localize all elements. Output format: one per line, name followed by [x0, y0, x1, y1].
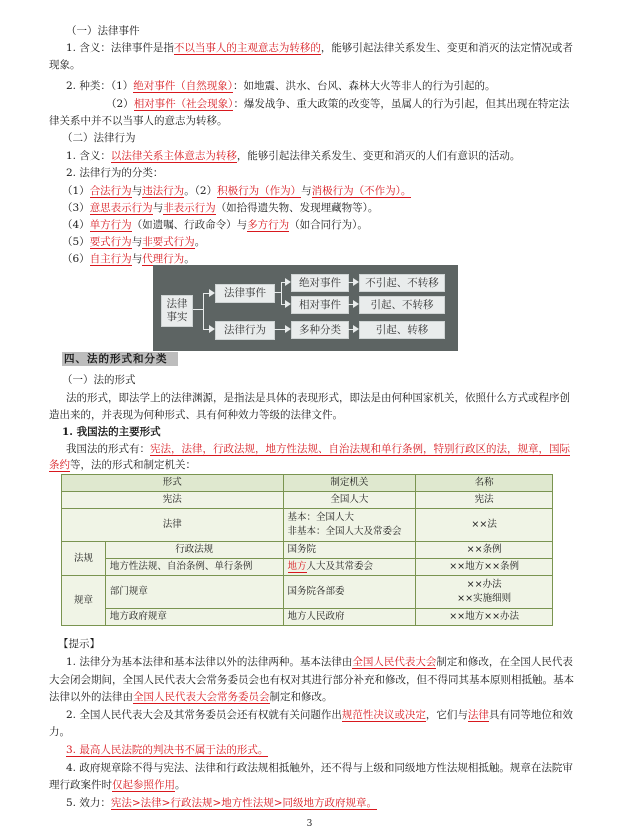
table-header-cell: 制定机关: [283, 475, 416, 492]
table-cell: 法规: [62, 542, 106, 576]
diagram-connector: [193, 309, 203, 310]
tip-2-cont: 力。: [49, 726, 70, 738]
diagram-node-absolute-event: 绝对事件: [291, 274, 349, 292]
tip-4: 4. 政府规章除不得与宪法、法律和行政法规相抵触外，还不得与上级和同级地方性法规相抵触。规章在法院审: [66, 762, 573, 774]
tip-4-cont: 理行政案件时仅起参照作用。: [49, 779, 186, 791]
table-row: [62, 509, 553, 542]
paragraph-forms-list: 我国法的形式有：宪法，法律，行政法规，地方性法规、自治法规和单行条例，特别行政区的法，规章，国际: [66, 443, 570, 455]
diagram-result-multiple: 引起、转移: [359, 321, 445, 339]
paragraph-law-forms-cont: 造出来的，并表现为何种形式、具有何种效力等级的法律文件。: [49, 409, 343, 421]
subsection-title-law-forms: （一）法的形式: [62, 374, 136, 386]
highlight-text: 条约: [49, 459, 70, 471]
tips-title: 【提示】: [58, 638, 100, 650]
table-row: [62, 576, 553, 609]
tip-3: 3. 最高人民法院的判决书不属于法的形式。: [66, 744, 269, 756]
table-header-cell: 名称: [416, 475, 553, 492]
table-cell: ××地方××办法: [416, 609, 553, 626]
list-item-act-4: （5）要式行为与非要式行为。: [62, 236, 206, 248]
table-cell: 国务院: [283, 542, 416, 559]
diagram-result-relative: 引起、不转移: [359, 296, 445, 314]
paragraph-act-definition: 1. 含义：以法律关系主体意志为转移，能够引起法律关系发生、变更和消灭的人们有意识的活动。: [66, 150, 521, 162]
paragraph-event-definition: 1. 含义：法律事件是指不以当事人的主观意志为转移的，能够引起法律关系发生、变更和消灭的法定情况或者: [66, 42, 573, 54]
diagram-result-absolute: 不引起、不转移: [359, 274, 445, 292]
heading-main-forms: 1. 我国法的主要形式: [62, 426, 161, 438]
table-cell: ××地方××条例: [416, 559, 553, 576]
list-item-act-3: （4）单方行为（如遗嘱、行政命令）与多方行为（如合同行为）。: [62, 219, 368, 231]
table-cell: 基本：全国人大 非基本：全国人大及常委会: [283, 509, 416, 542]
tip-1: 1. 法律分为基本法律和基本法律以外的法律两种。基本法律由全国人民代表大会制定和修改，在全国人民代表: [66, 656, 573, 668]
page-number: 3: [306, 819, 313, 829]
highlight-text: 绝对事件（自然现象）: [133, 80, 234, 92]
table-cell: 地方人民政府: [283, 609, 416, 626]
diagram-node-legal-event: 法律事件: [215, 284, 275, 303]
diagram-connector: [281, 282, 282, 304]
table-cell: 宪法: [416, 492, 553, 509]
table-cell: 法律: [62, 509, 284, 542]
diagram-node-legal-fact: 法律事实: [161, 295, 193, 327]
tip-1-cont: 大会闭会期间，全国人民代表大会常务委员会也有权对其进行部分补充和修改，但不得同其基本原则相抵触。基本: [49, 674, 574, 686]
table-row: [62, 542, 553, 559]
list-item-act-5: （6）自主行为与代理行为。: [62, 253, 195, 265]
diagram-node-legal-act: 法律行为: [215, 321, 275, 340]
table-cell: ××法: [416, 509, 553, 542]
tip-5: 5. 效力：宪法>法律>行政法规>地方性法规>同级地方政府规章。: [66, 797, 378, 809]
table-cell: 地方人大及其常委会: [283, 559, 416, 576]
tip-1-cont2: 法律以外的法律由全国人民代表大会常务委员会制定和修改。: [49, 691, 333, 703]
paragraph-act-classification: 2. 法律行为的分类：: [66, 167, 164, 179]
table-cell: 行政法规: [105, 542, 283, 559]
paragraph-event-definition-cont: 现象。: [49, 59, 81, 71]
diagram-connector: [203, 293, 204, 329]
table-cell: 规章: [62, 576, 106, 626]
highlight-text: 以法律关系主体意志为转移: [110, 150, 237, 162]
section-title-legal-event: （一）法律事件: [66, 25, 140, 37]
list-item-act-2: （3）意思表示行为与非表示行为（如拾得遗失物、发现埋藏物等）。: [62, 202, 379, 214]
table-header-cell: 形式: [62, 475, 284, 492]
table-cell: 部门规章: [105, 576, 283, 609]
table-row: [62, 609, 553, 626]
list-item-act-1: （1）合法行为与违法行为。（2）积极行为（作为）与消极行为（不作为）。: [62, 185, 412, 197]
diagram-node-multiple-types: 多种分类: [291, 321, 349, 339]
diagram-node-relative-event: 相对事件: [291, 296, 349, 314]
table-row: [62, 559, 553, 576]
paragraph-relative-event: （2）相对事件（社会现象）：爆发战争、重大政策的改变等，虽属人的行为引起，但其出现在特定法: [106, 98, 570, 110]
legal-fact-diagram: [153, 265, 458, 351]
table-cell: ××条例: [416, 542, 553, 559]
section-header-forms: 四、法的形式和分类: [62, 352, 178, 366]
paragraph-law-forms: 法的形式，即法学上的法律渊源，是指法是具体的表现形式，即法是由何种国家机关，依照什么方式或程序创: [66, 392, 570, 404]
paragraph-forms-list-cont: 条约等，法的形式和制定机关：: [49, 459, 196, 471]
paragraph-event-types: 2. 种类：（1）绝对事件（自然现象）：如地震、洪水、台风、森林大火等非人的行为引起的。: [66, 80, 496, 92]
highlight-text: 宪法，法律，行政法规，地方性法规、自治法规和单行条例，特别行政区的法，规章，国际: [150, 443, 570, 455]
paragraph-relative-event-cont: 律关系中并不以当事人的意志为转移。: [49, 115, 228, 127]
diagram-connector: [274, 292, 281, 293]
tip-2: 2. 全国人民代表大会及其常务委员会还有权就有关问题作出规范性决议或决定，它们与法律具有同等地位和效: [66, 709, 573, 721]
table-header-row: [62, 475, 553, 492]
table-cell: ××办法 ××实施细则: [416, 576, 553, 609]
table-cell: 全国人大: [283, 492, 416, 509]
table-cell: 地方性法规、自治条例、单行条例: [105, 559, 283, 576]
law-forms-table: [61, 474, 553, 626]
section-title-legal-act: （二）法律行为: [62, 132, 136, 144]
table-cell: 宪法: [62, 492, 284, 509]
table-row: [62, 492, 553, 509]
highlight-text: 相对事件（社会现象）: [133, 98, 234, 110]
table-cell: 国务院各部委: [283, 576, 416, 609]
table-cell: 地方政府规章: [105, 609, 283, 626]
highlight-text: 不以当事人的主观意志为转移的: [173, 42, 321, 54]
